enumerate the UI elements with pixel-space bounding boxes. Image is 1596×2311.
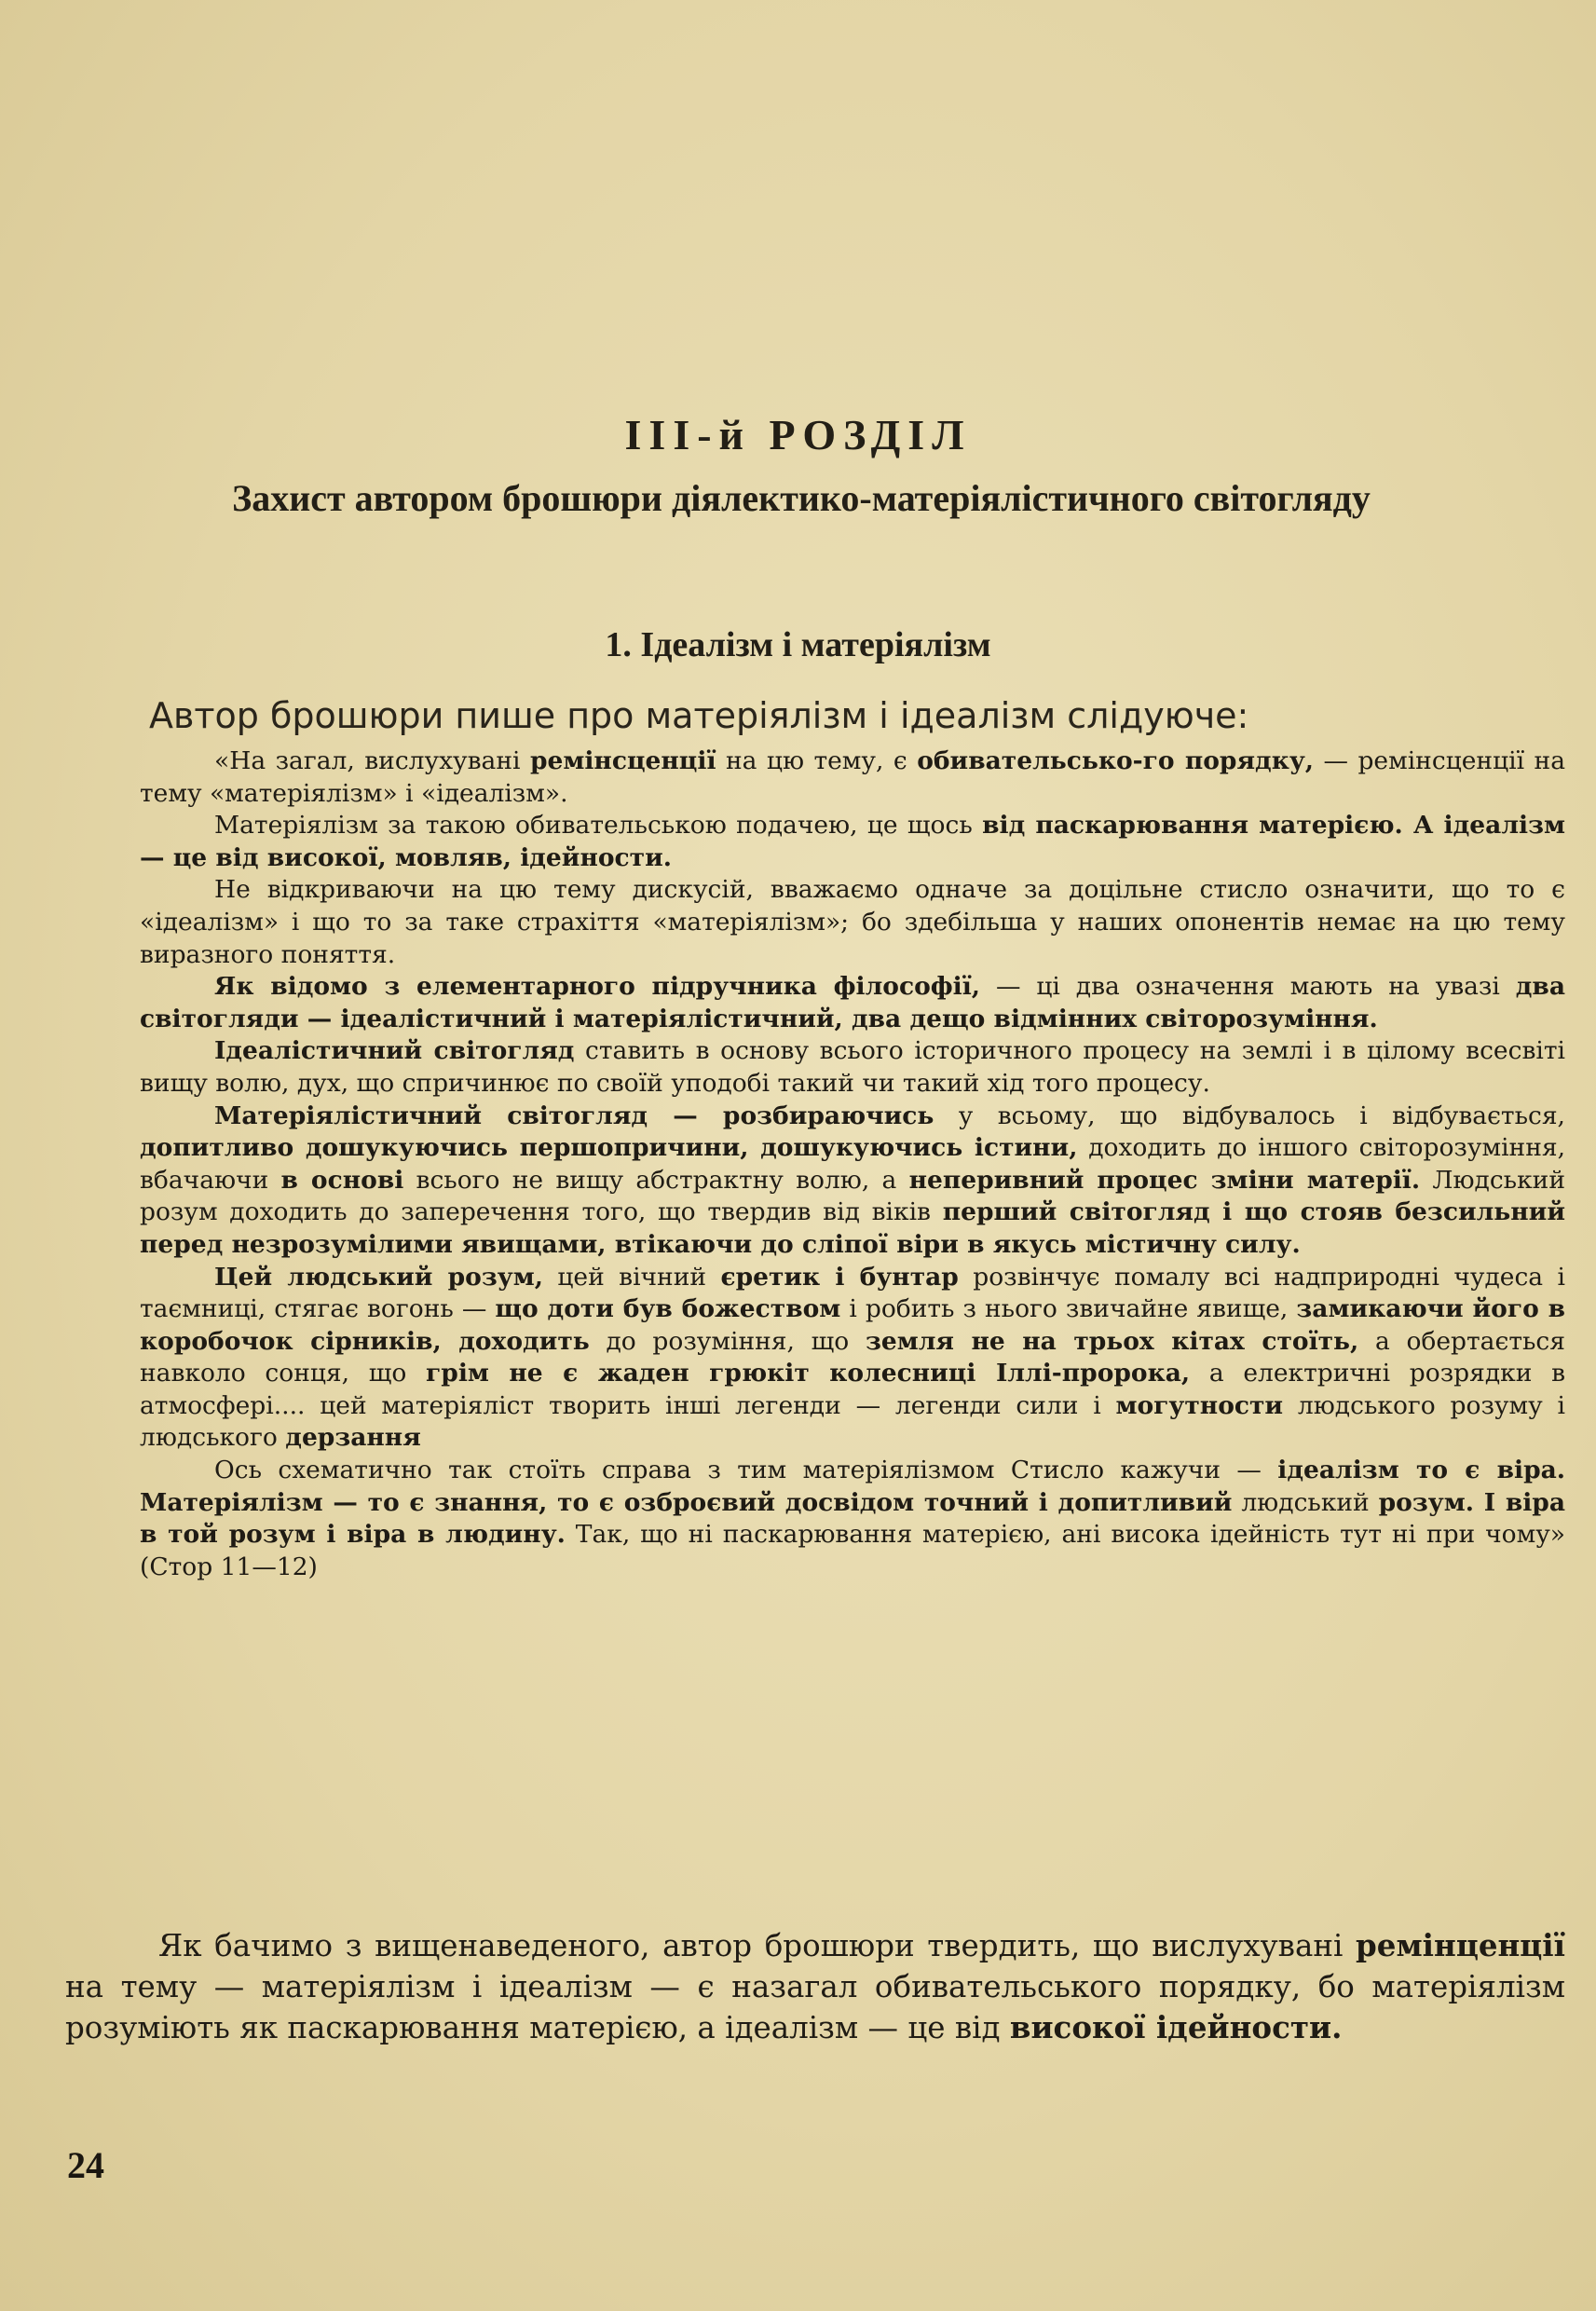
bold-text-run: два світогляди — ідеалістичний і матеріялістичний, два дещо відмінних світорозуміння. <box>140 972 1565 1033</box>
chapter-subtitle: Захист автором брошюри діялектико-матеріялістичного світогляду <box>232 477 1371 519</box>
bold-text-run: замикаючи його в коробочок сірників, доходить <box>140 1294 1565 1356</box>
text-run: Матеріялізм за такою обивательською подачею, це щось <box>214 811 983 841</box>
bold-text-run: земля не на трьох кітах стоїть, <box>865 1326 1359 1356</box>
text-run: «На загал, вислухувані <box>214 746 530 775</box>
text-run: Як бачимо з вищенаведеного, автор брошюри твердить, що вислухувані <box>158 1928 1357 1963</box>
text-run: на цю тему, є <box>716 746 918 775</box>
bold-text-run: ремінсценції <box>529 746 716 775</box>
closing-paragraph <box>65 1925 1565 2048</box>
text-run: Не відкриваючи на цю тему дискусій, вважаємо одначе за доцільне стисло означити, що то є «ідеалізм» і що то за таке страхіття «матеріялізм»; бо здебільша у наших опонентів немає на цю тему виразного поняття. <box>140 875 1565 969</box>
bold-text-run: обивательсько-го порядку, <box>917 746 1315 775</box>
bold-text-run: ідеалізм то є віра. Матеріялізм — то є знання, то є озброєвий досвідом точний і допитливий <box>140 1456 1565 1517</box>
text-run: ставить в основу всього історичного процесу на землі і в цілому всесвіті вищу волю, дух, що спричинює по своїй уподобі такий чи такий хід того процесу. <box>140 1036 1565 1098</box>
bold-text-run: перший світогляд і що стояв безсильний перед незрозумілими явищами, втікаючи до сліпої віри в якусь містичну силу. <box>140 1197 1565 1259</box>
text-run: Ось схематично так стоїть справа з тим матеріялізмом Стисло кажучи — <box>214 1456 1278 1485</box>
bold-text-run: дерзання <box>285 1423 421 1453</box>
text-run: а електричні розрядки в атмосфері.... цей матеріяліст творить інші легенди — легенди сили і <box>140 1359 1565 1420</box>
bold-text-run: Як відомо з елементарного підручника філософії, <box>214 972 981 1002</box>
bold-text-run: високої ідейности. <box>1009 2009 1343 2045</box>
page-number: 24 <box>67 2144 104 2186</box>
text-run: і робить з нього звичайне явище, <box>840 1294 1297 1324</box>
text-run: розвінчує помалу всі надприродні чудеса і таємниці, стягає вогонь — <box>140 1262 1565 1324</box>
bold-text-run: єретик і бунтар <box>720 1262 959 1292</box>
bold-text-run: допитливо дошукуючись першопричини, дошукуючись істини, <box>140 1133 1078 1163</box>
bold-text-run: Ідеалістичний світогляд <box>214 1036 575 1066</box>
bold-text-run: неперивний процес зміни матерії. <box>908 1165 1421 1195</box>
bold-text-run: грім не є жаден грюкіт колесниці Іллі-пророка, <box>426 1359 1191 1388</box>
bold-text-run: ремінценції <box>1356 1927 1565 1963</box>
section-title: 1. Ідеалізм і матеріялізм <box>605 625 991 664</box>
text-run: а обертається навколо сонця, що <box>140 1326 1565 1388</box>
bold-text-run: від паскарювання матерією. А ідеалізм — це від високої, мовляв, ідейности. <box>140 811 1565 872</box>
text-run: людський <box>1232 1487 1379 1517</box>
quote-paragraph-1 <box>140 745 1565 810</box>
quoted-passage <box>140 745 1565 1583</box>
quote-paragraph-7 <box>140 1262 1565 1456</box>
quote-paragraph-6 <box>140 1101 1565 1262</box>
text-run: цей вічний <box>542 1262 721 1292</box>
bold-text-run: могутности <box>1115 1390 1284 1420</box>
chapter-title: ІІІ-й РОЗДІЛ <box>624 411 972 458</box>
text-run: у всьому, що відбувалось і відбувається, <box>934 1101 1565 1130</box>
intro-line: Автор брошюри пише про матеріялізм і ідеалізм слідуюче: <box>149 695 1249 736</box>
bold-text-run: в основі <box>280 1165 404 1195</box>
text-run: всього не вищу абстрактну волю, а <box>403 1165 909 1195</box>
text-run: — ці два означення мають на увазі <box>980 972 1516 1002</box>
text-run: доходить до іншого світорозуміння, вбачаючи <box>140 1133 1566 1195</box>
quote-paragraph-8 <box>140 1455 1565 1583</box>
text-run: — ремінсценції на тему «матеріялізм» і «ідеалізм». <box>140 746 1565 808</box>
bold-text-run: Матеріялістичний світогляд — розбираючись <box>214 1101 934 1130</box>
text-run: Так, що ні паскарювання матерією, ані висока ідейність тут ні при чому» (Стор 11—12) <box>140 1520 1565 1581</box>
bold-text-run: розум. І віра в той розум і віра в людину. <box>140 1487 1566 1550</box>
text-run: Людський розум доходить до заперечення того, що твердив від віків <box>140 1165 1565 1227</box>
quote-paragraph-3 <box>140 874 1565 971</box>
bold-text-run: Цей людський розум, <box>214 1262 543 1292</box>
quote-paragraph-5 <box>140 1035 1565 1100</box>
quote-paragraph-4 <box>140 971 1565 1035</box>
text-run: до розуміння, що <box>589 1326 866 1356</box>
text-run: людського розуму і людського <box>140 1390 1565 1453</box>
quote-paragraph-2 <box>140 810 1565 874</box>
text-run: на тему — матеріялізм і ідеалізм — є назагал обивательського порядку, бо матеріялізм розуміють як паскарювання матерією, а ідеалізм — це від <box>65 1969 1565 2045</box>
bold-text-run: що доти був божеством <box>495 1294 841 1324</box>
